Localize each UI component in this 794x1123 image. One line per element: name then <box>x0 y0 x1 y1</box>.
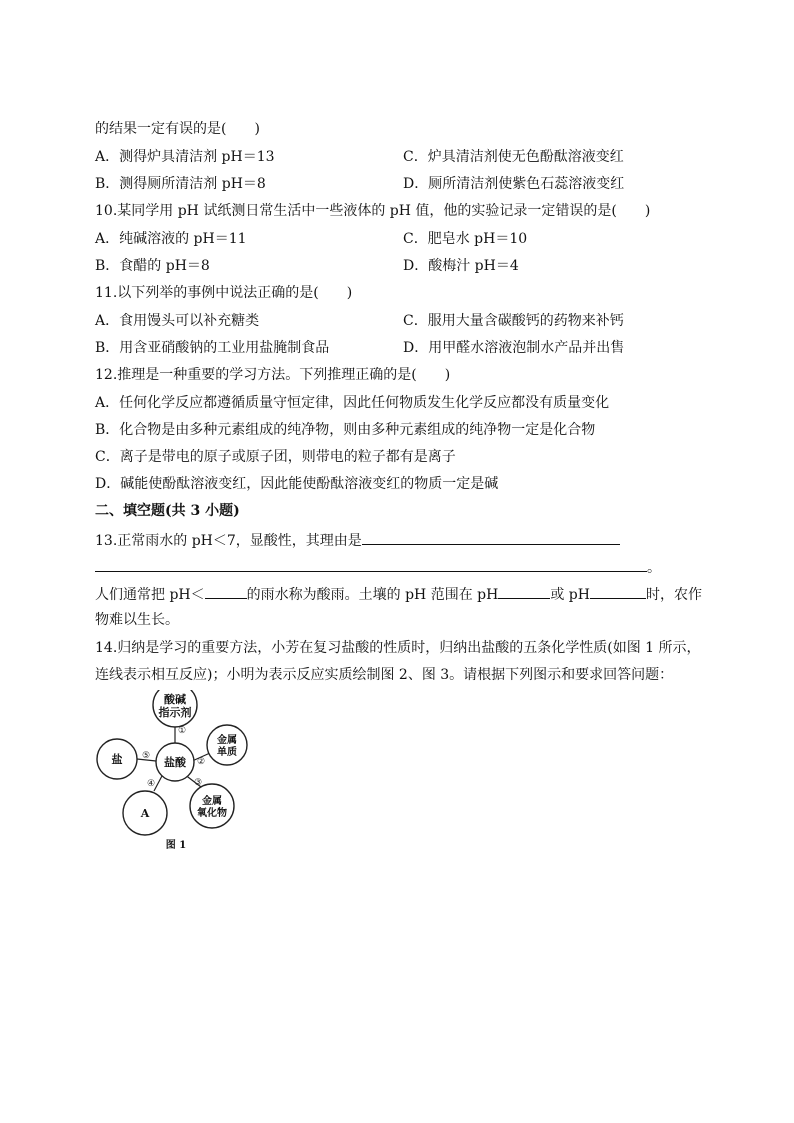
q11-option-c: C．服用大量含碳酸钙的药物来补钙 <box>403 313 624 329</box>
q10-option-a: A．纯碱溶液的 pH＝11 <box>95 231 247 247</box>
q12-option-a: A．任何化学反应都遵循质量守恒定律，因此任何物质发生化学反应都没有质量变化 <box>95 395 610 411</box>
link-4 <box>154 774 163 791</box>
q14-line2: 连线表示相互反应)；小明为表示反应实质绘制图 2、图 3。请根据下列图示和要求回答问题： <box>95 667 674 683</box>
q13-blank-4[interactable] <box>590 584 646 599</box>
label-right-2: 单质 <box>217 747 237 758</box>
num-2: ② <box>196 757 206 767</box>
num-5: ⑤ <box>141 751 151 761</box>
q13-line1b <box>95 557 661 577</box>
q11-option-b: B．用含亚硝酸钠的工业用盐腌制食品 <box>95 340 330 356</box>
q12-option-b: B．化合物是由多种元素组成的纯净物，则由多种元素组成的纯净物一定是化合物 <box>95 422 596 438</box>
q13-blank-3[interactable] <box>498 584 550 599</box>
label-left: 盐 <box>111 753 123 766</box>
label-bottom-right-1: 金属 <box>202 796 222 807</box>
num-3: ③ <box>193 778 203 788</box>
q11-option-a: A．食用馒头可以补充糖类 <box>95 313 260 329</box>
q13-text-b: 的雨水称为酸雨。土壤的 pH 范围在 pH <box>246 587 499 603</box>
num-1: ① <box>177 726 187 736</box>
q12-stem: 12.推理是一种重要的学习方法。下列推理正确的是( ) <box>95 367 451 383</box>
q13-period: 。 <box>647 560 661 576</box>
q13-text-c: 或 pH <box>550 587 590 603</box>
q10-option-d: D．酸梅汁 pH＝4 <box>403 258 519 274</box>
label-bottom-left: A <box>140 807 150 820</box>
figure-caption: 图 1 <box>165 840 187 851</box>
label-top-2: 指示剂 <box>158 706 192 719</box>
q13-text-a: 人们通常把 pH＜ <box>95 587 205 603</box>
q11-stem: 11.以下列举的事例中说法正确的是( ) <box>95 285 353 301</box>
q9-option-c: C．炉具清洁剂使无色酚酞溶液变红 <box>403 149 624 165</box>
q13-line2 <box>95 584 702 604</box>
q13-blank-2[interactable] <box>205 584 247 599</box>
figure-1-diagram <box>92 690 262 855</box>
q12-option-c: C．离子是带电的原子或原子团，则带电的粒子都有是离子 <box>95 449 456 465</box>
q13-blank-1[interactable] <box>362 530 620 545</box>
q13-blank-1b[interactable] <box>95 557 647 572</box>
q10-option-b: B．食醋的 pH＝8 <box>95 258 210 274</box>
q13-line3: 物难以生长。 <box>95 612 179 628</box>
q13-stem: 13.正常雨水的 pH＜7，显酸性，其理由是 <box>95 533 362 549</box>
label-bottom-right-2: 氧化物 <box>197 808 227 819</box>
num-4: ④ <box>146 779 156 789</box>
label-center: 盐酸 <box>164 756 186 769</box>
q12-option-d: D．碱能使酚酞溶液变红，因此能使酚酞溶液变红的物质一定是碱 <box>95 476 499 492</box>
q9-option-a: A．测得炉具清洁剂 pH＝13 <box>95 149 275 165</box>
q9-option-d: D．厕所清洁剂使紫色石蕊溶液变红 <box>403 176 625 192</box>
q13-line1 <box>95 530 620 550</box>
q10-option-c: C．肥皂水 pH＝10 <box>403 231 528 247</box>
q13-text-d: 时，农作 <box>645 587 702 603</box>
q11-option-d: D．用甲醛水溶液泡制水产品并出售 <box>403 340 625 356</box>
q10-stem: 10.某同学用 pH 试纸测日常生活中一些液体的 pH 值，他的实验记录一定错误的是( ) <box>95 203 651 219</box>
label-top-1: 酸碱 <box>164 693 186 706</box>
q9-option-b: B．测得厕所清洁剂 pH＝8 <box>95 176 266 192</box>
q9-stem-tail: 的结果一定有误的是( ) <box>95 121 260 137</box>
section-heading: 二、填空题(共 3 小题) <box>95 503 240 519</box>
q14-line1: 14.归纳是学习的重要方法，小芳在复习盐酸的性质时，归纳出盐酸的五条化学性质(如图 1 所示， <box>95 640 701 656</box>
label-right-1: 金属 <box>217 735 237 746</box>
